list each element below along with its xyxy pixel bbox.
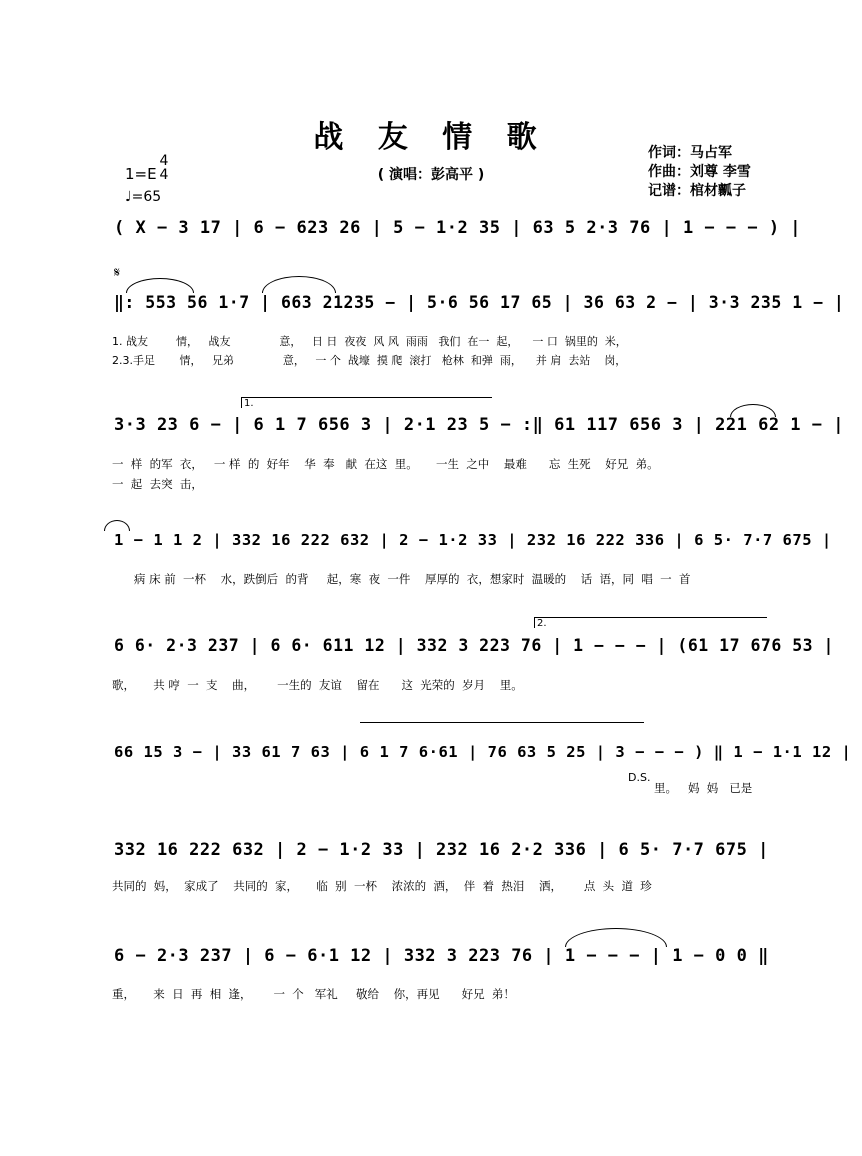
quarter-note-icon: ♩	[125, 189, 132, 205]
time-bottom: 4	[159, 167, 169, 183]
lyric-line-2-verse-2: 2.3.手足 情， 兄弟 意， 一 个 战壕 摸 爬 滚打 枪林 和弹 雨， 并 肩 去站 岗，	[112, 354, 627, 367]
dal-segno-mark: D.S.	[628, 771, 651, 784]
lyricist-credit: 作词：马占军	[648, 145, 732, 161]
tie-mark	[104, 520, 130, 531]
second-ending-bracket	[534, 617, 767, 628]
segno-icon: 𝄋	[114, 265, 121, 281]
composer-credit: 作曲：刘尊 李雪	[648, 164, 751, 180]
time-top: 4	[159, 153, 169, 169]
lyric-line-5: 歌， 共 哼 一 支 曲， 一生的 友谊 留在 这 光荣的 岁月 里。	[112, 678, 523, 692]
score-line-8: 6 − 2·3 237 | 6 − 6·1 12 | 332 3 223 76 | 1 − − − | 1 − 0 0 ‖	[114, 946, 769, 966]
slur-mark	[126, 278, 194, 293]
lyric-line-4: 病 床 前 一杯 水，跌倒后 的背 起，寒 夜 一件 厚厚的 衣，想家时 温暖的 话 语，同 唱 一 首	[112, 572, 691, 586]
tempo-marking	[125, 189, 161, 205]
tempo-value: =65	[131, 189, 162, 205]
score-line-4: 1 − 1 1 2 | 332 16 222 632 | 2 − 1·2 33 | 232 16 222 336 | 6 5· 7·7 675 |	[114, 531, 832, 549]
slur-mark	[262, 276, 336, 293]
lyric-line-3-verse-1: 一 样 的军 衣， 一 样 的 好年 华 奉 献 在这 里。 一生 之中 最难 忘 生死 好兄 弟。	[112, 457, 659, 471]
song-title: 战 友 情 歌	[313, 120, 549, 155]
singer-credit: ( 演唱：彭高平 )	[377, 167, 485, 183]
tie-mark	[565, 928, 667, 947]
score-line-5: 6 6· 2·3 237 | 6 6· 611 12 | 332 3 223 76 | 1 − − − | (61 17 676 53 |	[114, 636, 834, 655]
transcriber-credit: 记谱：棺材瓤子	[648, 183, 746, 199]
time-signature	[158, 154, 170, 182]
score-line-1: ( X − 3 17 | 6 − 623 26 | 5 − 1·2 35 | 63 5 2·3 76 | 1 − − − ) |	[114, 218, 802, 238]
first-ending-bracket	[241, 397, 492, 408]
first-ending-label: 1.	[244, 398, 254, 409]
score-line-2: ‖: 553 56 1·7 | 663 21235 − | 5·6 56 17 65 | 36 63 2 − | 3·3 235 1 − |	[114, 293, 845, 312]
credits-block	[648, 144, 751, 201]
lyric-line-8: 重， 来 日 再 相 逢， 一 个 军礼 敬给 你，再见 好兄 弟！	[112, 987, 515, 1001]
second-ending-label: 2.	[537, 618, 547, 629]
score-line-6: 66 15 3 − | 33 61 7 63 | 6 1 7 6·61 | 76 63 5 25 | 3 − − − ) ‖ 1 − 1·1 12 |	[114, 743, 852, 761]
lyric-line-3-verse-2: 一 起 去突 击，	[112, 477, 203, 491]
lyric-line-7: 共同的 妈， 家成了 共同的 家， 临 别 一杯 浓浓的 酒， 伴 着 热泪 洒， 点 头 道 珍	[112, 879, 652, 893]
lyric-line-6: 里。 妈 妈 已是	[654, 781, 753, 795]
lyric-line-2-verse-1: 1. 战友 情， 战友 意， 日 日 夜夜 风 风 雨雨 我们 在一 起， 一 口 锅里的 米，	[112, 335, 627, 348]
repeat-span-line	[360, 722, 644, 723]
score-line-7: 332 16 222 632 | 2 − 1·2 33 | 232 16 2·2 336 | 6 5· 7·7 675 |	[114, 840, 769, 860]
key-signature: 1=E	[125, 165, 157, 183]
score-line-3: 3·3 23 6 − | 6 1 7 656 3 | 2·1 23 5 − :‖ 61 117 656 3 | 221 62 1 − |	[114, 415, 844, 435]
